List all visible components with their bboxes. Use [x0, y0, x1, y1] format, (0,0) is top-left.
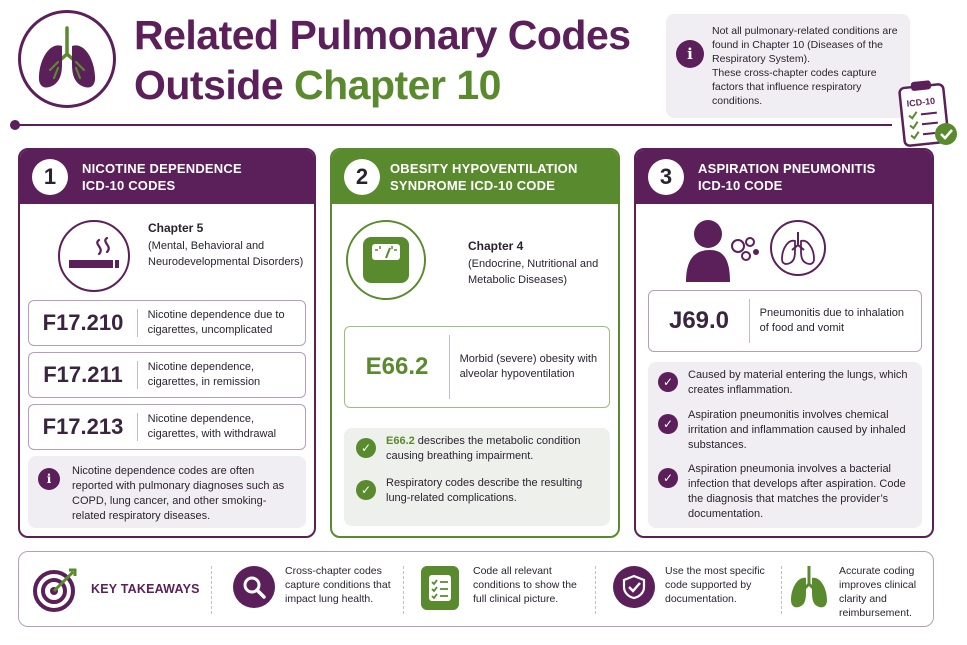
- divider: [781, 566, 782, 614]
- shield-check-icon: [613, 566, 655, 608]
- code-value: F17.211: [43, 362, 123, 387]
- panel-title-line-1: OBESITY HYPOVENTILATION: [390, 161, 578, 176]
- info-icon: i: [38, 468, 60, 490]
- panel-title: [698, 160, 876, 194]
- bullet-text: Aspiration pneumonia involves a bacterial infection that develops after aspiration. Code the diagnosis that matches the provider’s documentation.: [688, 463, 906, 520]
- takeaway-text: Code all relevant conditions to show the full clinical picture.: [473, 565, 577, 605]
- code-card: [648, 290, 922, 352]
- panel-aspiration-pneumonitis: [634, 148, 934, 538]
- key-takeaways-bar: [18, 551, 934, 627]
- panel-number: 3: [648, 159, 684, 195]
- lungs-icon: [34, 24, 100, 94]
- lungs-icon: [789, 564, 829, 612]
- magnifier-icon: [233, 566, 275, 608]
- chapter-title: Chapter 4: [468, 239, 524, 253]
- code-value: E66.2: [365, 353, 429, 380]
- note-box: [648, 362, 922, 528]
- intro-note-text-1: Not all pulmonary-related conditions are found in Chapter 10 (Diseases of the Respiratory System).: [712, 25, 898, 65]
- code-description: Nicotine dependence, cigarettes, with withdrawal: [147, 413, 277, 440]
- lungs-icon: [770, 220, 826, 276]
- chapter-title: Chapter 5: [148, 221, 204, 235]
- page-title: [134, 10, 674, 110]
- panel-header: [332, 150, 618, 204]
- lungs-logo: [18, 10, 116, 108]
- panel-title: [390, 160, 578, 194]
- code-description: Nicotine dependence, cigarettes, in remission: [147, 361, 261, 388]
- code-card: [28, 404, 306, 450]
- panel-obesity-hypoventilation: [330, 148, 620, 538]
- code-card: [28, 352, 306, 398]
- scale-icon: [346, 220, 426, 300]
- check-icon: ✓: [658, 468, 678, 488]
- bullet-text: Aspiration pneumonitis involves chemical irritation and inflammation caused by inhaled substances.: [688, 409, 906, 451]
- takeaway-text: Accurate coding improves clinical clarity and reimbursement.: [839, 565, 917, 619]
- divider: [211, 566, 212, 614]
- panel-number: 2: [344, 159, 380, 195]
- title-line-2-a: Outside: [134, 62, 295, 108]
- note-box: [344, 428, 610, 526]
- panel-title-line-2: ICD-10 CODES: [82, 178, 176, 193]
- code-value: J69.0: [668, 307, 730, 334]
- note-text: Nicotine dependence codes are often reported with pulmonary diagnoses such as COPD, lung cancer, and other smoking-related respiratory diseases.: [72, 465, 285, 522]
- panel-title-line-2: ICD-10 CODE: [698, 178, 783, 193]
- takeaway-text: Use the most specific code supported by documentation.: [665, 565, 765, 605]
- takeaways-label: KEY TAKEAWAYS: [91, 582, 200, 596]
- header-divider: [14, 124, 892, 126]
- code-description: Pneumonitis due to inhalation of food and vomit: [759, 307, 904, 334]
- code-value: F17.210: [42, 310, 124, 335]
- code-card: [28, 300, 306, 346]
- code-value: F17.213: [42, 414, 124, 439]
- bullet-body: describes the metabolic condition causing breathing impairment.: [386, 435, 581, 462]
- chapter-description: (Endocrine, Nutritional and Metabolic Diseases): [468, 258, 599, 286]
- panel-nicotine-dependence: [18, 148, 316, 538]
- title-line-2-b: Chapter 10: [294, 62, 501, 108]
- bullet-text: [386, 434, 604, 464]
- info-icon: i: [676, 40, 704, 68]
- bullet-code: E66.2: [386, 435, 415, 447]
- code-card: [344, 326, 610, 408]
- panel-header: [20, 150, 314, 204]
- bullet-text: [386, 476, 604, 506]
- person-coughing-icon: [680, 216, 762, 284]
- chapter-info: [468, 238, 616, 288]
- panel-number: 1: [32, 159, 68, 195]
- check-icon: ✓: [356, 438, 376, 458]
- chapter-info: [148, 220, 308, 270]
- code-description: Morbid (severe) obesity with alveolar hypoventilation: [459, 353, 598, 380]
- target-icon: [33, 566, 79, 612]
- panel-title: [82, 160, 242, 194]
- chapter-description: (Mental, Behavioral and Neurodevelopmental Disorders): [148, 240, 304, 268]
- divider: [403, 566, 404, 614]
- panel-title-line-1: ASPIRATION PNEUMONITIS: [698, 161, 876, 176]
- check-icon: ✓: [658, 414, 678, 434]
- bullet-text: Caused by material entering the lungs, which creates inflammation.: [688, 369, 908, 396]
- divider: [595, 566, 596, 614]
- intro-note-text-2: These cross-chapter codes capture factors that influence respiratory conditions.: [712, 67, 877, 107]
- check-icon: ✓: [356, 480, 376, 500]
- panel-header: [636, 150, 932, 204]
- takeaway-text: Cross-chapter codes capture conditions that impact lung health.: [285, 565, 391, 605]
- title-line-1: Related Pulmonary Codes: [134, 12, 631, 58]
- intro-note: [666, 14, 910, 118]
- note-box: [28, 456, 306, 528]
- cigarette-icon: [58, 220, 130, 292]
- check-icon: ✓: [658, 372, 678, 392]
- panel-title-line-1: NICOTINE DEPENDENCE: [82, 161, 242, 176]
- panel-title-line-2: SYNDROME ICD-10 CODE: [390, 178, 556, 193]
- clipboard-label: ICD-10: [906, 95, 936, 109]
- bullet-body: Respiratory codes describe the resulting lung-related complications.: [386, 477, 583, 504]
- checklist-icon: [421, 566, 459, 610]
- clipboard-icon: [896, 78, 958, 150]
- code-description: Nicotine dependence due to cigarettes, uncomplicated: [147, 309, 285, 336]
